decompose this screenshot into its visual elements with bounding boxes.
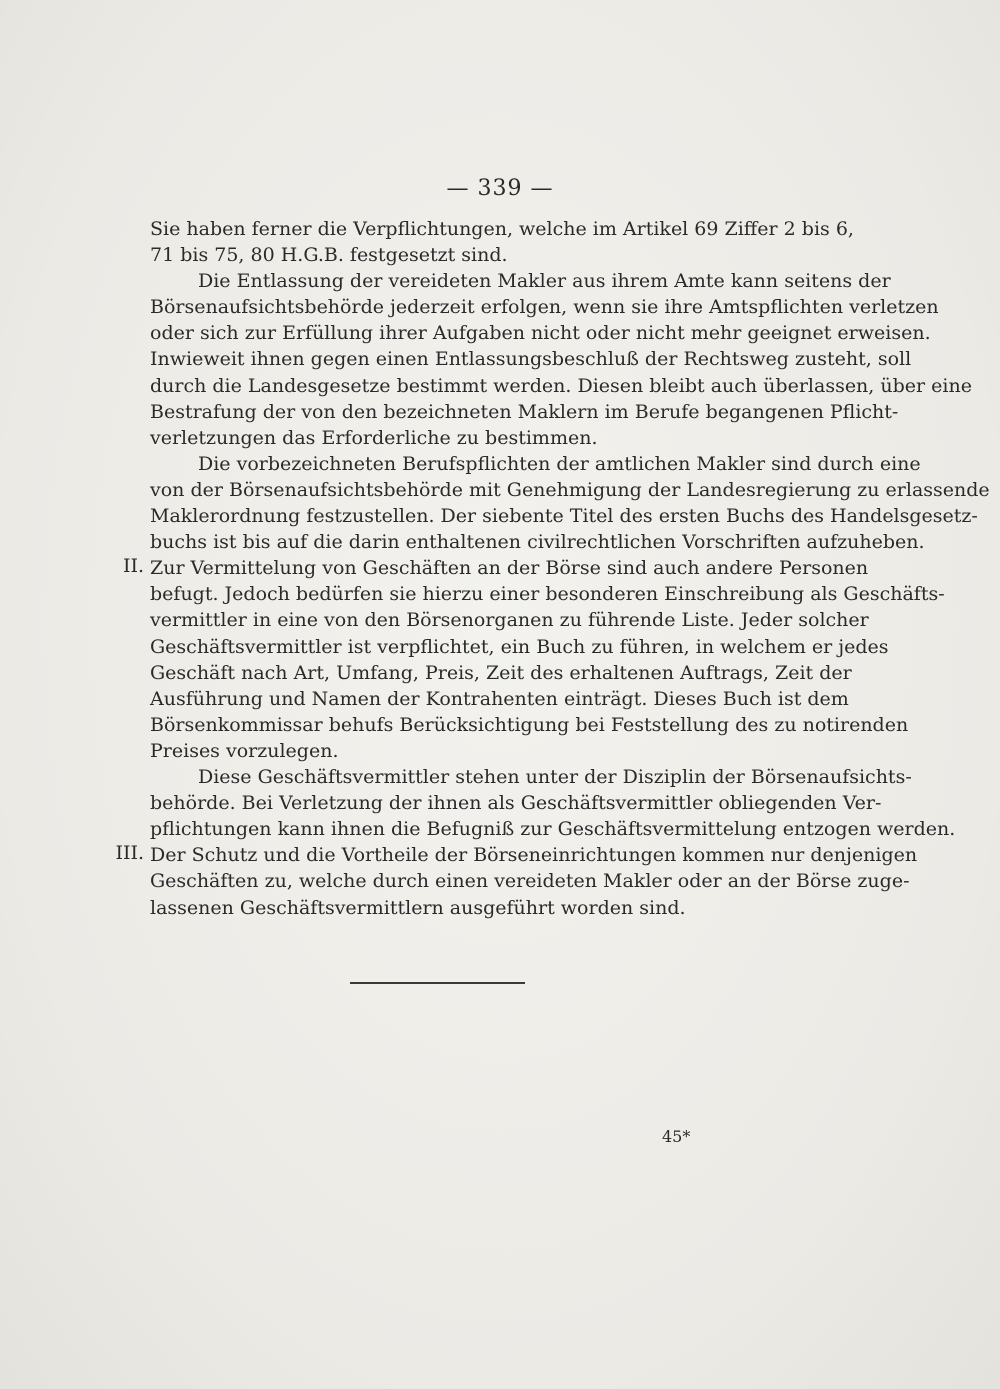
text-line: Preises vorzulegen. bbox=[150, 739, 339, 762]
closing-rule bbox=[350, 982, 525, 984]
text-line: Diese Geschäftsvermittler stehen unter der Disziplin der Börsenaufsichts- bbox=[198, 766, 912, 789]
text-line: Die vorbezeichneten Berufspflichten der amtlichen Makler sind durch eine bbox=[198, 452, 921, 475]
text-line: Geschäften zu, welche durch einen vereideten Makler oder an der Börse zuge- bbox=[150, 870, 910, 893]
text-line: durch die Landesgesetze bestimmt werden. Diesen bleibt auch überlassen, über eine bbox=[150, 374, 972, 397]
text-line: 71 bis 75, 80 H.G.B. festgesetzt sind. bbox=[150, 244, 508, 267]
text-line: Die Entlassung der vereideten Makler aus ihrem Amte kann seitens der bbox=[198, 270, 891, 293]
section-marker: III. bbox=[115, 842, 144, 865]
text-line: Börsenaufsichtsbehörde jederzeit erfolgen, wenn sie ihre Amtspflichten verletzen bbox=[150, 296, 939, 319]
text-line: oder sich zur Erfüllung ihrer Aufgaben nicht oder nicht mehr geeignet erweisen. bbox=[150, 322, 931, 345]
text-line: Zur Vermittelung von Geschäften an der Börse sind auch andere Personen bbox=[150, 557, 869, 580]
section-marker: II. bbox=[122, 555, 144, 578]
text-line: verletzungen das Erforderliche zu bestimmen. bbox=[150, 426, 598, 449]
text-line: Der Schutz und die Vortheile der Börseneinrichtungen kommen nur denjenigen bbox=[150, 844, 918, 867]
text-line: behörde. Bei Verletzung der ihnen als Geschäftsvermittler obliegenden Ver- bbox=[150, 792, 882, 815]
paragraph-block bbox=[150, 842, 918, 920]
text-line: Ausführung und Namen der Kontrahenten einträgt. Dieses Buch ist dem bbox=[150, 687, 849, 710]
text-line: lassenen Geschäftsvermittlern ausgeführt worden sind. bbox=[150, 896, 686, 919]
text-line: Bestrafung der von den bezeichneten Maklern im Berufe begangenen Pflicht- bbox=[150, 400, 899, 423]
text-line: buchs ist bis auf die darin enthaltenen civilrechtlichen Vorschriften aufzuheben. bbox=[150, 531, 925, 554]
text-line: Geschäftsvermittler ist verpflichtet, ein Buch zu führen, in welchem er jedes bbox=[150, 635, 889, 658]
text-line: Geschäft nach Art, Umfang, Preis, Zeit des erhaltenen Auftrags, Zeit der bbox=[150, 661, 852, 684]
text-line: befugt. Jedoch bedürfen sie hierzu einer besonderen Einschreibung als Geschäfts- bbox=[150, 583, 945, 606]
paragraph-block bbox=[150, 216, 990, 555]
text-line: pflichtungen kann ihnen die Befugniß zur Geschäftsvermittelung entzogen werden. bbox=[150, 818, 956, 841]
page-number: — 339 — bbox=[446, 176, 554, 201]
text-line: Sie haben ferner die Verpflichtungen, welche im Artikel 69 Ziffer 2 bis 6, bbox=[150, 218, 854, 240]
paragraph-block bbox=[150, 555, 956, 842]
text-line: Maklerordnung festzustellen. Der siebente Titel des ersten Buchs des Handelsgesetz- bbox=[150, 505, 978, 528]
text-line: Inwieweit ihnen gegen einen Entlassungsbeschluß der Rechtsweg zusteht, soll bbox=[150, 348, 912, 371]
signature-mark: 45* bbox=[662, 1127, 691, 1146]
text-line: vermittler in eine von den Börsenorganen zu führende Liste. Jeder solcher bbox=[150, 609, 869, 632]
text-line: von der Börsenaufsichtsbehörde mit Genehmigung der Landesregierung zu erlassende bbox=[150, 478, 990, 501]
text-line: Börsenkommissar behufs Berücksichtigung bei Feststellung des zu notirenden bbox=[150, 713, 909, 736]
